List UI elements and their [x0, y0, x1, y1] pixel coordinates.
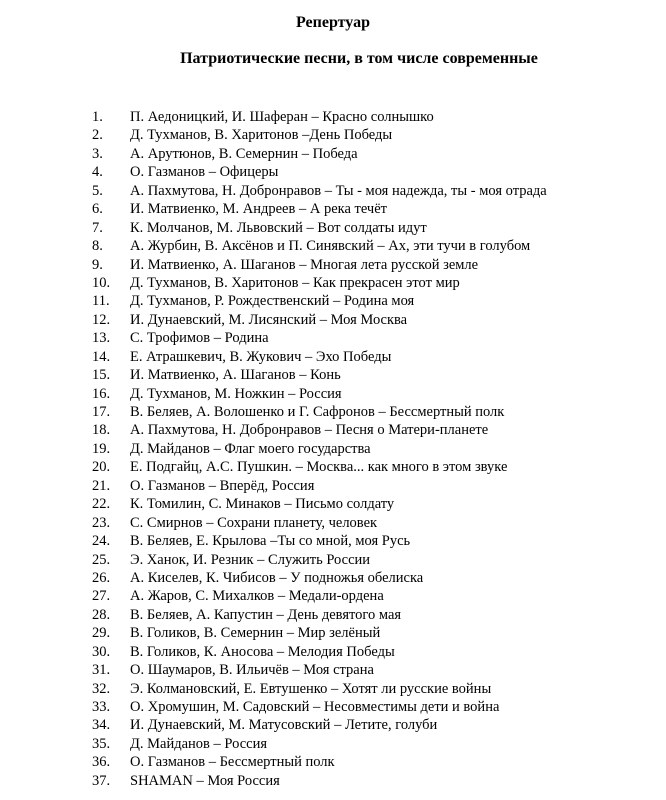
list-item-number: 9. [92, 256, 103, 273]
list-item-number: 5. [92, 182, 103, 199]
list-item-number: 27. [92, 588, 111, 605]
list-item-number: 3. [92, 145, 103, 162]
list-item-text: И. Матвиенко, А. Шаганов – Многая лета русской земле [130, 256, 479, 273]
list-item-text: Е. Атрашкевич, В. Жукович – Эхо Победы [130, 348, 392, 365]
list-item-number: 15. [92, 367, 111, 384]
list-item-text: Д. Тухманов, Р. Рождественский – Родина моя [130, 293, 415, 310]
list-item-text: О. Шаумаров, В. Ильичёв – Моя страна [130, 662, 374, 679]
list-item-text: С. Трофимов – Родина [130, 330, 269, 347]
list-item-text: В. Беляев, Е. Крылова –Ты со мной, моя Русь [130, 533, 411, 550]
list-item-text: Д. Майданов – Россия [130, 735, 268, 752]
list-item-number: 22. [92, 496, 111, 513]
list-item-text: В. Беляев, А. Капустин – День девятого мая [130, 606, 402, 623]
list-item-number: 32. [92, 680, 111, 697]
list-item-number: 26. [92, 569, 111, 586]
list-item-number: 21. [92, 477, 111, 494]
list-item-text: С. Смирнов – Сохрани планету, человек [130, 514, 378, 531]
list-item-number: 19. [92, 440, 111, 457]
list-item-number: 25. [92, 551, 111, 568]
list-item-number: 23. [92, 514, 111, 531]
list-item-text: Д. Тухманов, В. Харитонов – Как прекрасен этот мир [130, 274, 460, 291]
list-item-number: 11. [92, 293, 110, 310]
list-item-number: 34. [92, 717, 111, 734]
list-item-text: SHAMAN – Моя Россия [130, 772, 280, 789]
list-item-number: 35. [92, 735, 111, 752]
list-item-text: Э. Ханок, И. Резник – Служить России [130, 551, 371, 568]
list-item-number: 24. [92, 533, 111, 550]
list-item-number: 7. [92, 219, 103, 236]
list-item-text: К. Томилин, С. Минаков – Письмо солдату [130, 496, 395, 513]
list-item-text: А. Киселев, К. Чибисов – У подножья обелиска [130, 569, 424, 586]
list-item-text: Д. Тухманов, М. Ножкин – Россия [130, 385, 342, 402]
list-item-number: 8. [92, 238, 103, 255]
list-item-number: 1. [92, 109, 103, 125]
list-item-number: 29. [92, 625, 111, 642]
list-item-number: 10. [92, 274, 111, 291]
list-item-text: А. Пахмутова, Н. Добронравов – Песня о Матери-планете [130, 422, 489, 439]
list-item-text: Е. Подгайц, А.С. Пушкин. – Москва... как много в этом звуке [130, 459, 508, 476]
page-subtitle: Патриотические песни, в том числе современные [180, 50, 538, 67]
list-item-number: 37. [92, 772, 111, 789]
list-item-text: П. Аедоницкий, И. Шаферан – Красно солнышко [130, 109, 434, 125]
list-item-number: 17. [92, 404, 111, 420]
list-item-number: 6. [92, 201, 103, 218]
list-item-number: 18. [92, 422, 111, 439]
list-item-text: А. Журбин, В. Аксёнов и П. Синявский – Ах, эти тучи в голубом [130, 238, 531, 255]
list-item-text: Д. Тухманов, В. Харитонов –День Победы [130, 127, 393, 144]
list-item-number: 20. [92, 459, 111, 476]
list-item-text: И. Дунаевский, М. Лисянский – Моя Москва [130, 311, 408, 328]
list-item-number: 33. [92, 699, 111, 715]
list-item-number: 14. [92, 348, 111, 365]
list-item-text: В. Беляев, А. Волошенко и Г. Сафронов – Бессмертный полк [130, 404, 505, 420]
list-item-number: 28. [92, 606, 111, 623]
list-item-number: 12. [92, 311, 111, 328]
list-item-text: И. Дунаевский, М. Матусовский – Летите, голуби [130, 717, 438, 734]
list-item-number: 4. [92, 164, 103, 181]
list-item-number: 16. [92, 385, 111, 402]
list-item-text: А. Жаров, С. Михалков – Медали-ордена [130, 588, 384, 605]
list-item-number: 36. [92, 754, 111, 771]
list-item-text: В. Голиков, К. Аносова – Мелодия Победы [130, 643, 395, 660]
list-item-number: 2. [92, 127, 103, 144]
list-item-text: О. Газманов – Вперёд, Россия [130, 477, 315, 494]
list-item-number: 31. [92, 662, 111, 679]
list-item-text: А. Арутюнов, В. Семернин – Победа [130, 145, 358, 162]
page-title: Репертуар [295, 14, 370, 31]
list-item-text: О. Газманов – Офицеры [130, 164, 279, 181]
list-item-number: 30. [92, 643, 111, 660]
list-item-text: И. Матвиенко, М. Андреев – А река течёт [130, 201, 387, 218]
list-item-text: И. Матвиенко, А. Шаганов – Конь [130, 367, 341, 384]
list-item-number: 13. [92, 330, 111, 347]
list-item-text: Э. Колмановский, Е. Евтушенко – Хотят ли русские войны [130, 680, 492, 697]
list-item-text: В. Голиков, В. Семернин – Мир зелёный [130, 625, 381, 642]
list-item-text: О. Хромушин, М. Садовский – Несовместимы дети и война [130, 699, 500, 715]
list-item-text: Д. Майданов – Флаг моего государства [130, 440, 371, 457]
list-item-text: О. Газманов – Бессмертный полк [130, 754, 335, 771]
list-item-text: К. Молчанов, М. Львовский – Вот солдаты идут [130, 219, 427, 236]
list-item-text: А. Пахмутова, Н. Добронравов – Ты - моя надежда, ты - моя отрада [130, 182, 547, 199]
